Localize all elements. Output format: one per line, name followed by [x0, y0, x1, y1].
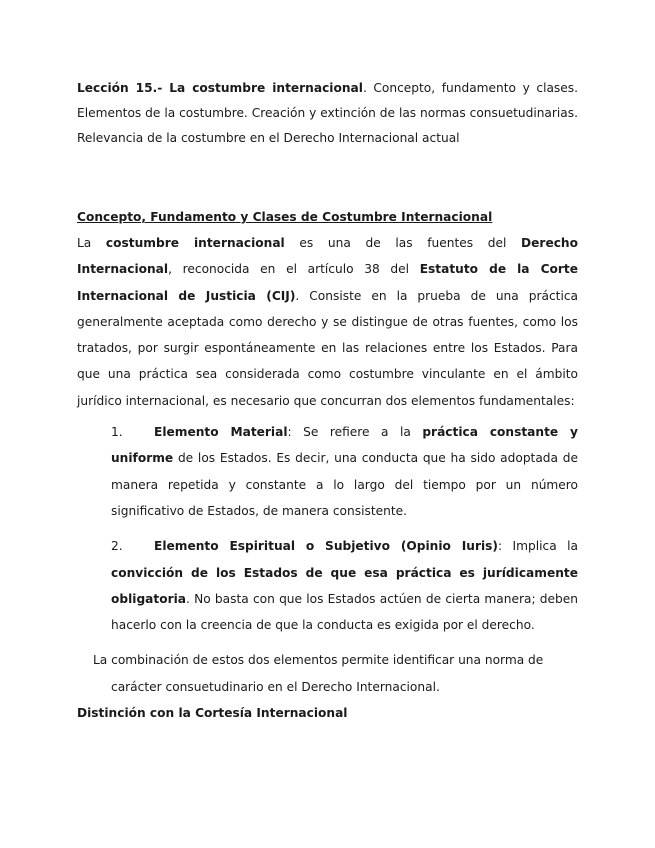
element-text-1: : Se refiere a la	[287, 425, 423, 440]
list-item	[111, 533, 578, 638]
intro-text-3: , reconocida en el artículo 38 del	[168, 262, 420, 277]
list-number: 1.	[111, 425, 123, 440]
element-text-1: : Implica la	[497, 539, 578, 554]
intro-paragraph	[77, 230, 578, 414]
element-title: Elemento Material	[154, 425, 288, 440]
element-title: Elemento Espiritual o Subjetivo (Opinio Iuris)	[154, 539, 498, 554]
lesson-topics: . Concepto, fundamento y clases. Elementos de la costumbre. Creación y extinción de las normas consuetudinarias. Relevancia de la costumbre en el Derecho Internacional actual	[77, 81, 578, 145]
list-number: 2.	[111, 539, 123, 554]
intro-text-4: . Consiste en la prueba de una práctica generalmente aceptada como derecho y se distingue de otras fuentes, como los tratados, por surgir espontáneamente en las relaciones entre los Estados. Para que una práctica sea considerada como costumbre vinculante en el ámbito jurídico internacional, es necesario que concurran dos elementos fundamentales:	[77, 288, 578, 408]
intro-bold-1: costumbre internacional	[105, 236, 285, 250]
element-bold: práctica constante y uniforme	[111, 425, 578, 466]
element-text-2: de los Estados. Es decir, una conducta que ha sido adoptada de manera repetida y constante a lo largo del tiempo por un número significativo de Estados, de manera consistente.	[111, 451, 578, 518]
closing-line-1: La combinación de estos dos elementos permite identificar una norma de	[93, 653, 544, 668]
lesson-label: Lección 15.- La costumbre internacional	[77, 81, 363, 95]
lesson-heading	[77, 76, 578, 151]
document-page	[77, 76, 578, 726]
intro-text-2: es una de las fuentes del	[284, 236, 522, 250]
element-text-2: . No basta con que los Estados actúen de cierta manera; deben hacerlo con la creencia de que la conducta es exigida por el derecho.	[111, 591, 578, 633]
elements-list	[111, 419, 578, 638]
intro-bold-3: Estatuto de la Corte Internacional de Justicia (CIJ)	[77, 262, 578, 303]
element-bold: convicción de los Estados de que esa práctica es jurídicamente obligatoria	[111, 565, 578, 606]
intro-bold-2: Derecho Internacional	[77, 236, 578, 277]
closing-paragraph	[93, 647, 578, 700]
list-item	[111, 419, 578, 524]
intro-text-1: La	[77, 236, 106, 250]
subheading: Distinción con la Cortesía Internacional	[77, 706, 348, 721]
section-title: Concepto, Fundamento y Clases de Costumbre Internacional	[77, 210, 493, 224]
closing-line-2: carácter consuetudinario en el Derecho Internacional.	[111, 679, 440, 694]
